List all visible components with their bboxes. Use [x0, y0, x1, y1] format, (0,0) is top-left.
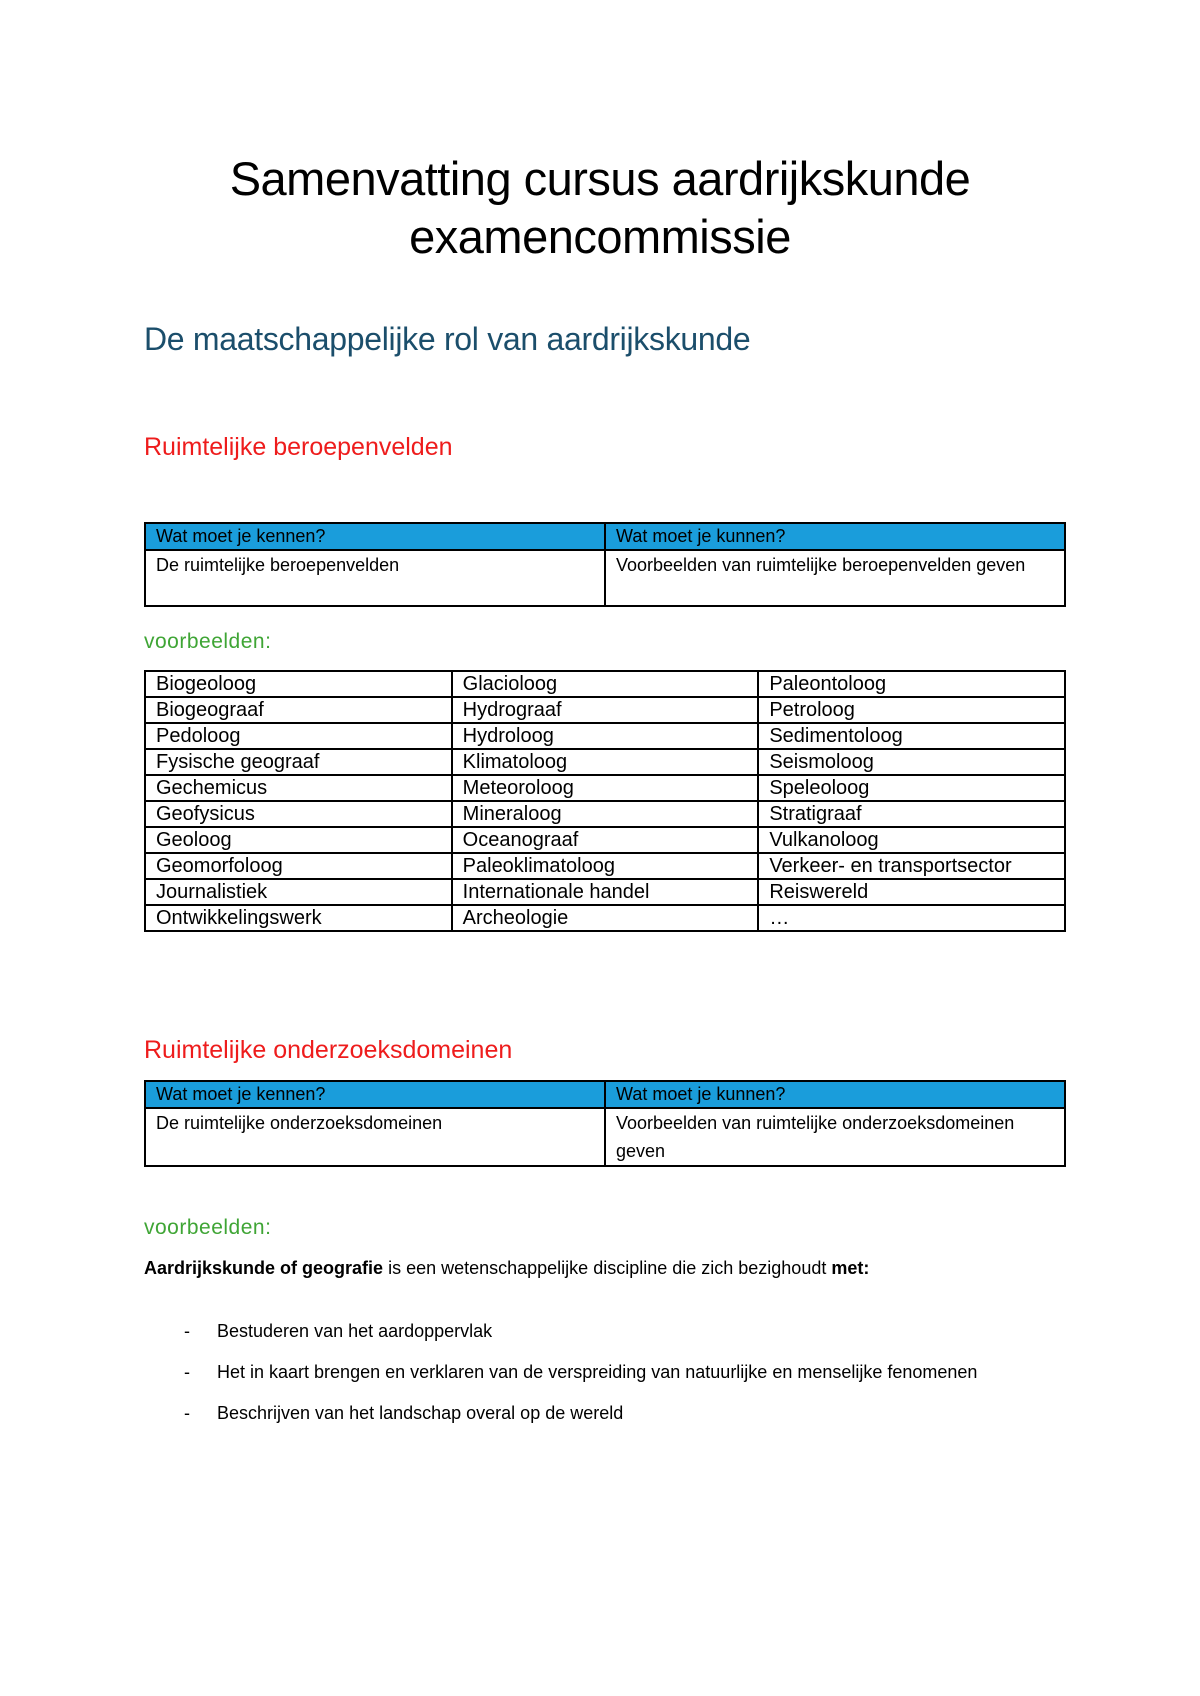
section-heading: De maatschappelijke rol van aardrijkskunde — [144, 321, 751, 357]
definition-paragraph — [144, 1258, 869, 1279]
knowledge-table-body-row — [145, 550, 1065, 606]
body-cell-kunnen: Voorbeelden van ruimtelijke onderzoeksdomeinen geven — [605, 1108, 1065, 1166]
definition-text: is een wetenschappelijke discipline die zich bezighoudt — [383, 1258, 832, 1278]
table-cell: Paleoklimatoloog — [452, 853, 759, 879]
table-cell: Ontwikkelingswerk — [145, 905, 452, 931]
table-cell: Geomorfoloog — [145, 853, 452, 879]
knowledge-table-beroepenvelden — [144, 522, 1066, 607]
table-cell: Verkeer- en transportsector — [758, 853, 1065, 879]
table-cell: Klimatoloog — [452, 749, 759, 775]
table-cell: Hydrograaf — [452, 697, 759, 723]
table-cell: Reiswereld — [758, 879, 1065, 905]
table-cell: Meteoroloog — [452, 775, 759, 801]
table-cell: Geofysicus — [145, 801, 452, 827]
table-cell: Fysische geograaf — [145, 749, 452, 775]
list-item — [144, 1311, 1044, 1352]
table-cell: Glacioloog — [452, 671, 759, 697]
body-cell-kennen: De ruimtelijke beroepenvelden — [145, 550, 605, 606]
table-cell: Gechemicus — [145, 775, 452, 801]
table-cell: Hydroloog — [452, 723, 759, 749]
list-item-text: Beschrijven van het landschap overal op de wereld — [217, 1403, 624, 1423]
body-cell-kennen: De ruimtelijke onderzoeksdomeinen — [145, 1108, 605, 1166]
table-row — [145, 801, 1065, 827]
subsection-heading-onderzoeksdomeinen: Ruimtelijke onderzoeksdomeinen — [144, 1036, 513, 1064]
table-cell: Mineraloog — [452, 801, 759, 827]
knowledge-table-header-row — [145, 1081, 1065, 1108]
table-cell: Journalistiek — [145, 879, 452, 905]
table-row — [145, 749, 1065, 775]
table-cell: Stratigraaf — [758, 801, 1065, 827]
header-cell-kunnen: Wat moet je kunnen? — [605, 523, 1065, 550]
body-cell-kunnen: Voorbeelden van ruimtelijke beroepenvelden geven — [605, 550, 1065, 606]
table-cell: Seismoloog — [758, 749, 1065, 775]
table-cell: Speleoloog — [758, 775, 1065, 801]
table-cell: Geoloog — [145, 827, 452, 853]
document-title — [0, 150, 1200, 266]
header-cell-kunnen: Wat moet je kunnen? — [605, 1081, 1065, 1108]
table-cell: Pedoloog — [145, 723, 452, 749]
table-cell: Archeologie — [452, 905, 759, 931]
table-cell: Biogeoloog — [145, 671, 452, 697]
document-title-line-2: examencommissie — [409, 210, 791, 263]
list-item-text: Bestuderen van het aardoppervlak — [217, 1321, 493, 1341]
examples-table — [144, 670, 1066, 932]
table-cell: … — [758, 905, 1065, 931]
table-row — [145, 827, 1065, 853]
header-cell-kennen: Wat moet je kennen? — [145, 523, 605, 550]
subsection-heading-beroepenvelden: Ruimtelijke beroepenvelden — [144, 433, 453, 461]
definition-term: Aardrijkskunde of geografie — [144, 1258, 384, 1278]
bullet-marker: - — [184, 1403, 190, 1423]
table-row — [145, 723, 1065, 749]
bullet-marker: - — [184, 1321, 190, 1341]
table-cell: Vulkanoloog — [758, 827, 1065, 853]
table-row — [145, 879, 1065, 905]
table-cell: Biogeograaf — [145, 697, 452, 723]
table-row — [145, 697, 1065, 723]
table-cell: Petroloog — [758, 697, 1065, 723]
table-row — [145, 671, 1065, 697]
bullet-marker: - — [184, 1362, 190, 1382]
header-cell-kennen: Wat moet je kennen? — [145, 1081, 605, 1108]
knowledge-table-header-row — [145, 523, 1065, 550]
knowledge-table-onderzoeksdomeinen — [144, 1080, 1066, 1167]
document-title-line-1: Samenvatting cursus aardrijkskunde — [229, 152, 971, 205]
list-item — [144, 1393, 1044, 1434]
examples-label: voorbeelden: — [144, 1216, 272, 1239]
table-row — [145, 853, 1065, 879]
table-cell: Sedimentoloog — [758, 723, 1065, 749]
table-cell: Paleontoloog — [758, 671, 1065, 697]
definition-end: met: — [831, 1258, 870, 1278]
knowledge-table-body-row — [145, 1108, 1065, 1166]
table-cell: Internationale handel — [452, 879, 759, 905]
table-row — [145, 905, 1065, 931]
bullet-list — [144, 1311, 1044, 1434]
table-cell: Oceanograaf — [452, 827, 759, 853]
list-item — [144, 1352, 1044, 1393]
table-row — [145, 775, 1065, 801]
list-item-text: Het in kaart brengen en verklaren van de verspreiding van natuurlijke en menselijke fenomenen — [217, 1362, 978, 1382]
examples-label: voorbeelden: — [144, 630, 272, 653]
